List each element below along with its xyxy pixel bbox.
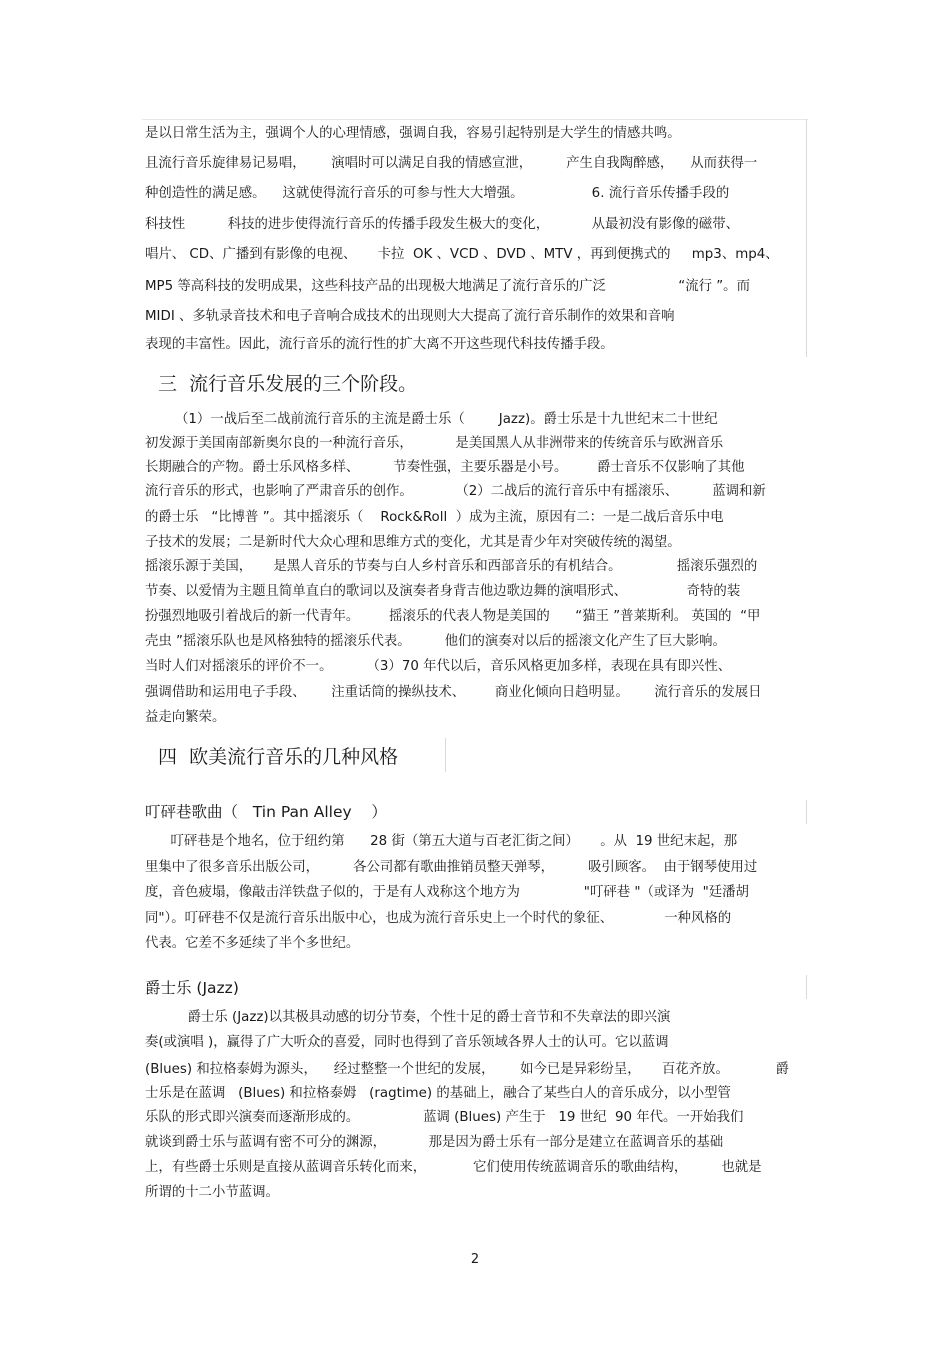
intro-line: MP5 等高科技的发明成果，这些科技产品的出现极大地满足了流行音乐的广泛 “流行 ”。而 <box>145 279 750 294</box>
intro-line: 科技性 科技的进步使得流行音乐的传播手段发生极大的变化， 从最初没有影像的磁带、 <box>145 217 739 232</box>
section3-line: 扮强烈地吸引着战后的新一代青年。 摇滚乐的代表人物是美国的 “猫王 ”普莱斯利。 英国的 “甲 <box>145 609 761 624</box>
jazz-line: 就谈到爵士乐与蓝调有密不可分的渊源， 那是因为爵士乐有一部分是建立在蓝调音乐的基础 <box>145 1135 724 1150</box>
jazz-heading: 爵士乐 (Jazz) <box>145 979 239 997</box>
section4-right-rule <box>445 738 446 772</box>
intro-line: 是以日常生活为主，强调个人的心理情感，强调自我，容易引起特别是大学生的情感共鸣。 <box>145 126 681 141</box>
section3-line: 长期融合的产物。爵士乐风格多样、 节奏性强，主要乐器是小号。 爵士音乐不仅影响了其他 <box>145 460 745 475</box>
section3-line: 强调借助和运用电子手段、 注重话筒的操纵技术、 商业化倾向日趋明显。 流行音乐的发展日 <box>145 685 762 700</box>
jazz-line: 所谓的十二小节蓝调。 <box>145 1185 279 1200</box>
intro-line: 且流行音乐旋律易记易唱， 演唱时可以满足自我的情感宣泄， 产生自我陶醉感， 从而获得一 <box>145 156 758 171</box>
jazz-line: 爵士乐 (Jazz)以其极具动感的切分节奏，个性十足的爵士音节和不失章法的即兴演 <box>145 1010 671 1025</box>
section3-line: 摇滚乐源于美国， 是黑人音乐的节奏与白人乡村音乐和西部音乐的有机结合。 摇滚乐强烈的 <box>145 559 758 574</box>
tinpan-heading: 叮砰巷歌曲（ Tin Pan Alley ） <box>145 803 387 821</box>
tinpan-line: 代表。它差不多延续了半个多世纪。 <box>145 936 360 951</box>
section3-line: 流行音乐的形式，也影响了严肃音乐的创作。 （2）二战后的流行音乐中有摇滚乐、 蓝调和新 <box>145 484 766 499</box>
tinpan-right-rule <box>806 800 807 824</box>
jazz-line: 乐队的形式即兴演奏而逐渐形成的。 蓝调 (Blues) 产生于 19 世纪 90 年代。一开始我们 <box>145 1110 744 1125</box>
section3-line: （1）一战后至二战前流行音乐的主流是爵士乐（ Jazz)。爵士乐是十九世纪末二十世纪 <box>175 412 718 427</box>
section3-line: 益走向繁荣。 <box>145 710 226 725</box>
section3-heading: 三 流行音乐发展的三个阶段。 <box>158 373 418 395</box>
section3-line: 初发源于美国南部新奥尔良的一种流行音乐， 是美国黑人从非洲带来的传统音乐与欧洲音乐 <box>145 436 724 451</box>
intro-line: 种创造性的满足感。 这就使得流行音乐的可参与性大大增强。 6. 流行音乐传播手段的 <box>145 186 730 201</box>
intro-right-rule <box>806 119 807 357</box>
section4-heading: 四 欧美流行音乐的几种风格 <box>158 746 399 768</box>
section3-line: 子技术的发展；二是新时代大众心理和思维方式的变化，尤其是青少年对突破传统的渴望。 <box>145 535 681 550</box>
tinpan-line: 里集中了很多音乐出版公司， 各公司都有歌曲推销员整天弹琴， 吸引顾客。 由于钢琴使用过 <box>145 860 758 875</box>
jazz-line: 士乐是在蓝调 (Blues) 和拉格泰姆 (ragtime) 的基础上，融合了某些白人的音乐成分，以小型管 <box>145 1086 731 1101</box>
section3-line: 节奏、以爱情为主题且简单直白的歌词以及演奏者身背吉他边歌边舞的演唱形式、 奇特的装 <box>145 584 741 599</box>
tinpan-line: 叮砰巷是个地名，位于纽约第 28 街（第五大道与百老汇街之间） 。从 19 世纪末起，那 <box>145 834 738 849</box>
intro-line: 表现的丰富性。因此，流行音乐的流行性的扩大离不开这些现代科技传播手段。 <box>145 337 614 352</box>
page-number: 2 <box>470 1252 480 1267</box>
top-rule <box>142 119 808 120</box>
section3-line: 当时人们对摇滚乐的评价不一。 （3）70 年代以后，音乐风格更加多样，表现在具有即兴性、 <box>145 659 732 674</box>
jazz-line: (Blues) 和拉格泰姆为源头， 经过整整一个世纪的发展， 如今已是异彩纷呈， 百花齐放。 爵 <box>145 1062 790 1077</box>
jazz-line: 奏(或演唱 )，赢得了广大听众的喜爱，同时也得到了音乐领域各界人士的认可。它以蓝调 <box>145 1035 669 1050</box>
section3-line: 壳虫 ”摇滚乐队也是风格独特的摇滚乐代表。 他们的演奏对以后的摇滚文化产生了巨大影响。 <box>145 634 726 649</box>
intro-line: MIDI 、多轨录音技术和电子音响合成技术的出现则大大提高了流行音乐制作的效果和音响 <box>145 309 675 324</box>
jazz-line: 上，有些爵士乐则是直接从蓝调音乐转化而来， 它们使用传统蓝调音乐的歌曲结构， 也就是 <box>145 1160 762 1175</box>
jazz-right-rule <box>806 975 807 999</box>
tinpan-line: 同"）。叮砰巷不仅是流行音乐出版中心，也成为流行音乐史上一个时代的象征、 一种风格的 <box>145 911 732 926</box>
tinpan-line: 度，音色疲塌，像敲击洋铁盘子似的，于是有人戏称这个地方为 "叮砰巷 "（或译为 "廷潘胡 <box>145 885 749 900</box>
section3-line: 的爵士乐 “比博普 ”。其中摇滚乐（ Rock&Roll ）成为主流，原因有二：一是二战后音乐中电 <box>145 510 724 525</box>
intro-line: 唱片、 CD、广播到有影像的电视、 卡拉 OK 、VCD 、DVD 、MTV ，再到便携式的 mp3、mp4、 <box>145 247 779 262</box>
